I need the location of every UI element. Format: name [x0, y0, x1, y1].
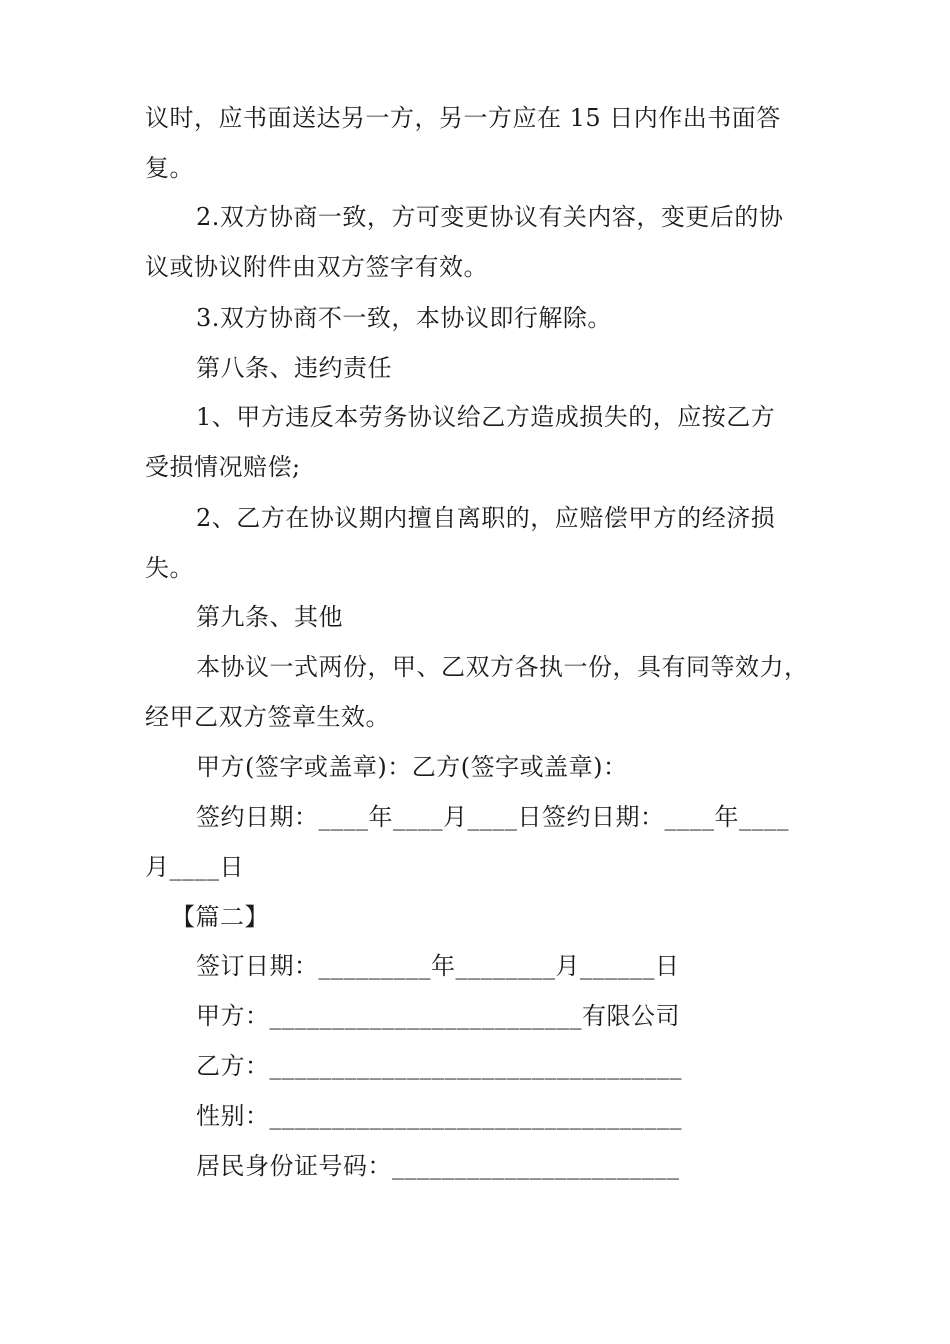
text-line: 1、甲方违反本劳务协议给乙方造成损失的，应按乙方 [196, 403, 776, 431]
part-heading: 【篇二】 [171, 903, 269, 931]
section-heading: 第八条、违约责任 [196, 354, 392, 382]
form-field-gender: 性别：_________________________________ [196, 1102, 682, 1130]
section-heading: 第九条、其他 [196, 603, 343, 631]
form-field-id-number: 居民身份证号码：_______________________ [196, 1152, 680, 1180]
date-line: 月____日 [145, 853, 244, 881]
signature-line: 甲方(签字或盖章)：乙方(签字或盖章)： [196, 753, 628, 781]
text-line: 经甲乙双方签章生效。 [145, 703, 390, 731]
text-line: 受损情况赔偿; [145, 453, 301, 481]
date-line: 签约日期：____年____月____日签约日期：____年____ [196, 803, 789, 831]
text-line: 复。 [145, 154, 194, 182]
text-line: 2、乙方在协议期内擅自离职的，应赔偿甲方的经济损 [196, 504, 776, 532]
text-line: 3.双方协商不一致，本协议即行解除。 [196, 304, 612, 332]
text-line: 议时，应书面送达另一方，另一方应在 15 日内作出书面答 [145, 104, 781, 132]
text-line: 本协议一式两份，甲、乙双方各执一份，具有同等效力， [196, 653, 809, 681]
form-field-party-a: 甲方：_________________________有限公司 [196, 1002, 680, 1030]
text-line: 议或协议附件由双方签字有效。 [145, 253, 488, 281]
form-field-party-b: 乙方：_________________________________ [196, 1052, 682, 1080]
text-line: 失。 [145, 554, 194, 582]
text-line: 2.双方协商一致，方可变更协议有关内容，变更后的协 [196, 203, 784, 231]
form-field-sign-date: 签订日期：_________年________月______日 [196, 952, 680, 980]
